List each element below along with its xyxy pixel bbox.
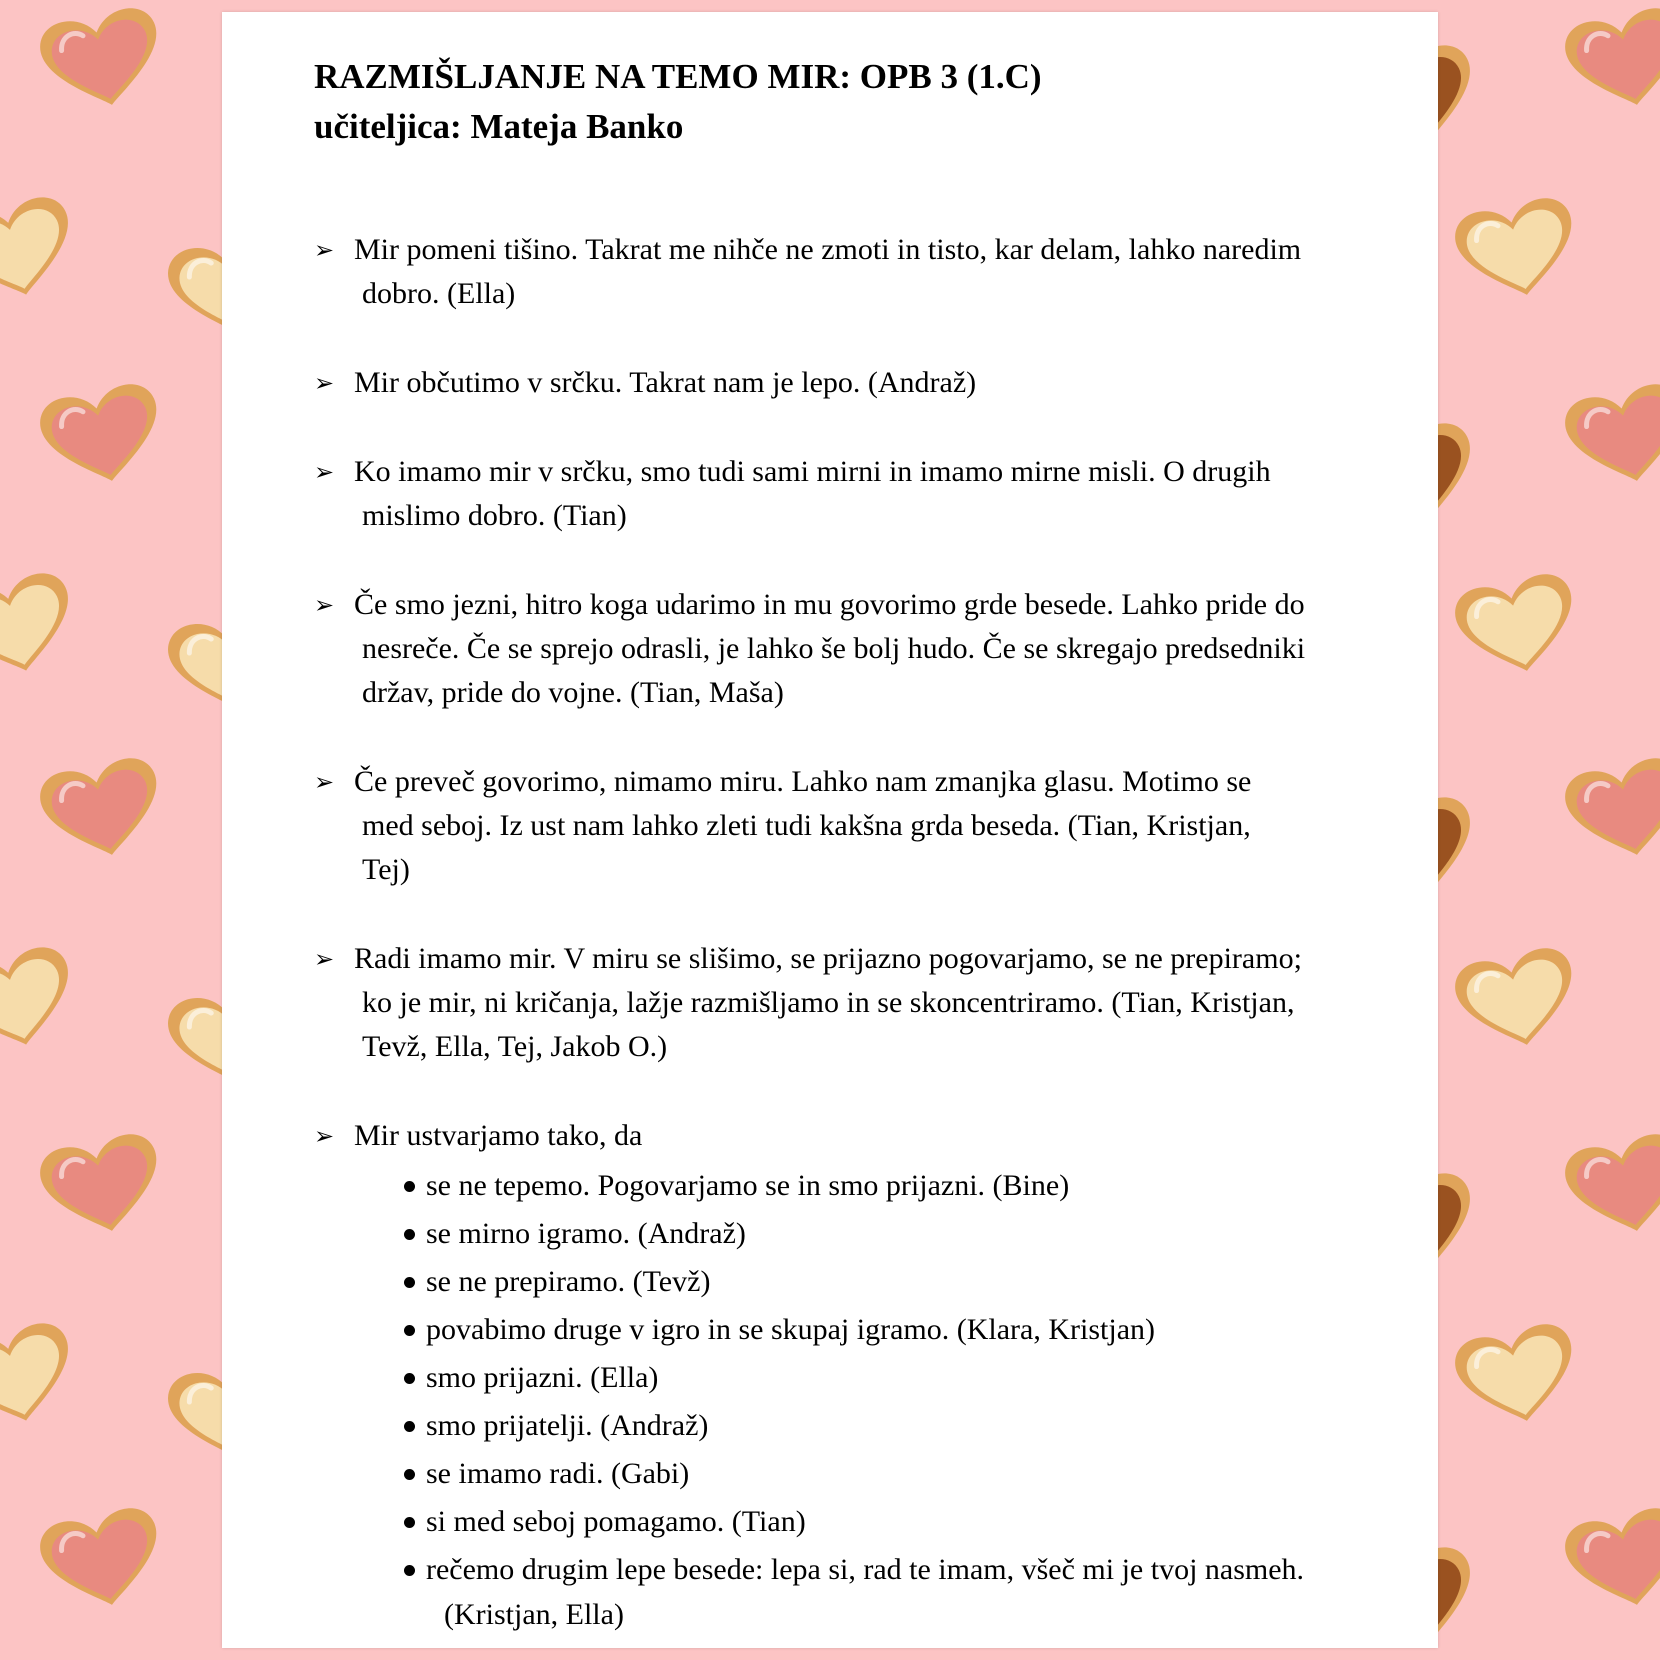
statement-item-3: [314, 583, 1374, 715]
statement-text: med seboj. Iz ust nam lahko zleti tudi kakšna grda beseda. (Tian, Kristjan,: [362, 809, 1251, 842]
sub-list-item-7: [314, 1498, 1374, 1546]
heart-cookie-icon: [1450, 569, 1584, 683]
statement-item-1: [314, 361, 1374, 405]
arrow-bullet-icon: ➢: [314, 945, 335, 973]
heart-cookie-icon: [1450, 193, 1584, 307]
arrow-bullet-icon: ➢: [314, 458, 335, 486]
heart-cookie-icon: [35, 753, 169, 867]
sub-item-text: povabimo druge v igro in se skupaj igramo. (Klara, Kristjan): [426, 1313, 1155, 1346]
statement-text: dobro. (Ella): [362, 277, 516, 310]
heart-cookie-icon: [0, 942, 83, 1059]
heart-cookie-icon: [0, 192, 83, 309]
sub-item-text: (Kristjan, Ella): [444, 1598, 624, 1631]
statement-text: ko je mir, ni kričanja, lažje razmišljamo in se skoncentriramo. (Tian, Kristjan,: [362, 986, 1295, 1019]
heart-cookie-icon: [1560, 379, 1660, 493]
bullet-dot-icon: [404, 1517, 415, 1528]
title-line-2: učiteljica: Mateja Banko: [314, 107, 684, 146]
heart-cookie-icon: [1560, 1503, 1660, 1617]
sub-list-item-2: [314, 1258, 1374, 1306]
sub-item-text: smo prijatelji. (Andraž): [426, 1409, 709, 1442]
sub-list-item-5: [314, 1402, 1374, 1450]
heart-cookie-icon: [1560, 1129, 1660, 1243]
sub-list-item-0: [314, 1162, 1374, 1210]
title-line-1: RAZMIŠLJANJE NA TEMO MIR: OPB 3 (1.C): [314, 57, 1042, 96]
sub-list-item-6: [314, 1450, 1374, 1498]
sub-list-item-3: [314, 1306, 1374, 1354]
document-title: [314, 52, 1042, 152]
arrow-bullet-icon: ➢: [314, 369, 335, 397]
statement-text: Če smo jezni, hitro koga udarimo in mu govorimo grde besede. Lahko pride do: [354, 588, 1305, 621]
statements-list: [314, 228, 1374, 1636]
heart-cookie-icon: [1560, 753, 1660, 867]
heart-cookie-icon: [35, 3, 169, 117]
heart-cookie-icon: [1450, 943, 1584, 1057]
sub-item-text: se ne prepiramo. (Tevž): [426, 1265, 711, 1298]
bullet-dot-icon: [404, 1469, 415, 1480]
sub-list-item-1: [314, 1210, 1374, 1258]
sub-list-item-8: [314, 1546, 1374, 1636]
statement-text: Tej): [362, 853, 410, 886]
statement-text: Če preveč govorimo, nimamo miru. Lahko nam zmanjka glasu. Motimo se: [354, 765, 1252, 798]
statement-item-5: [314, 937, 1374, 1069]
bullet-dot-icon: [404, 1229, 415, 1240]
sub-list-item-4: [314, 1354, 1374, 1402]
statement-text: Mir občutimo v srčku. Takrat nam je lepo. (Andraž): [354, 366, 977, 399]
statement-text: Tevž, Ella, Tej, Jakob O.): [362, 1030, 668, 1063]
sub-item-text: si med seboj pomagamo. (Tian): [426, 1505, 806, 1538]
document-page: [222, 12, 1438, 1648]
statement-text: mislimo dobro. (Tian): [362, 499, 627, 532]
bullet-dot-icon: [404, 1277, 415, 1288]
heart-cookie-icon: [35, 379, 169, 493]
sub-item-text: smo prijazni. (Ella): [426, 1361, 659, 1394]
arrow-bullet-icon: ➢: [314, 591, 335, 619]
statement-item-0: [314, 228, 1374, 316]
bullet-dot-icon: [404, 1421, 415, 1432]
heart-cookie-icon: [35, 1129, 169, 1243]
sub-item-text: rečemo drugim lepe besede: lepa si, rad te imam, všeč mi je tvoj nasmeh.: [426, 1553, 1305, 1586]
statement-item-2: [314, 450, 1374, 538]
statement-text: Mir ustvarjamo tako, da: [354, 1119, 643, 1152]
bullet-dot-icon: [404, 1325, 415, 1336]
statement-item-4: [314, 760, 1374, 892]
sub-item-text: se imamo radi. (Gabi): [426, 1457, 690, 1490]
heart-cookie-icon: [1450, 1319, 1584, 1433]
heart-cookie-icon: [0, 1318, 83, 1435]
statement-text: Mir pomeni tišino. Takrat me nihče ne zmoti in tisto, kar delam, lahko naredim: [354, 233, 1302, 266]
bullet-dot-icon: [404, 1565, 415, 1576]
arrow-bullet-icon: ➢: [314, 768, 335, 796]
statement-text: držav, pride do vojne. (Tian, Maša): [362, 676, 784, 709]
sub-list: [314, 1162, 1374, 1636]
heart-cookie-icon: [1560, 3, 1660, 117]
bullet-dot-icon: [404, 1373, 415, 1384]
statement-text: Ko imamo mir v srčku, smo tudi sami mirni in imamo mirne misli. O drugih: [354, 455, 1271, 488]
heart-cookie-icon: [0, 568, 83, 685]
statement-text: Radi imamo mir. V miru se slišimo, se prijazno pogovarjamo, se ne prepiramo;: [354, 942, 1302, 975]
bullet-dot-icon: [404, 1181, 415, 1192]
arrow-bullet-icon: ➢: [314, 236, 335, 264]
statement-item-6: [314, 1114, 1374, 1158]
sub-item-text: se mirno igramo. (Andraž): [426, 1217, 746, 1250]
statement-text: nesreče. Če se sprejo odrasli, je lahko še bolj hudo. Če se skregajo predsedniki: [362, 632, 1306, 665]
heart-cookie-icon: [35, 1503, 169, 1617]
arrow-bullet-icon: ➢: [314, 1122, 335, 1150]
sub-item-text: se ne tepemo. Pogovarjamo se in smo prijazni. (Bine): [426, 1169, 1070, 1202]
